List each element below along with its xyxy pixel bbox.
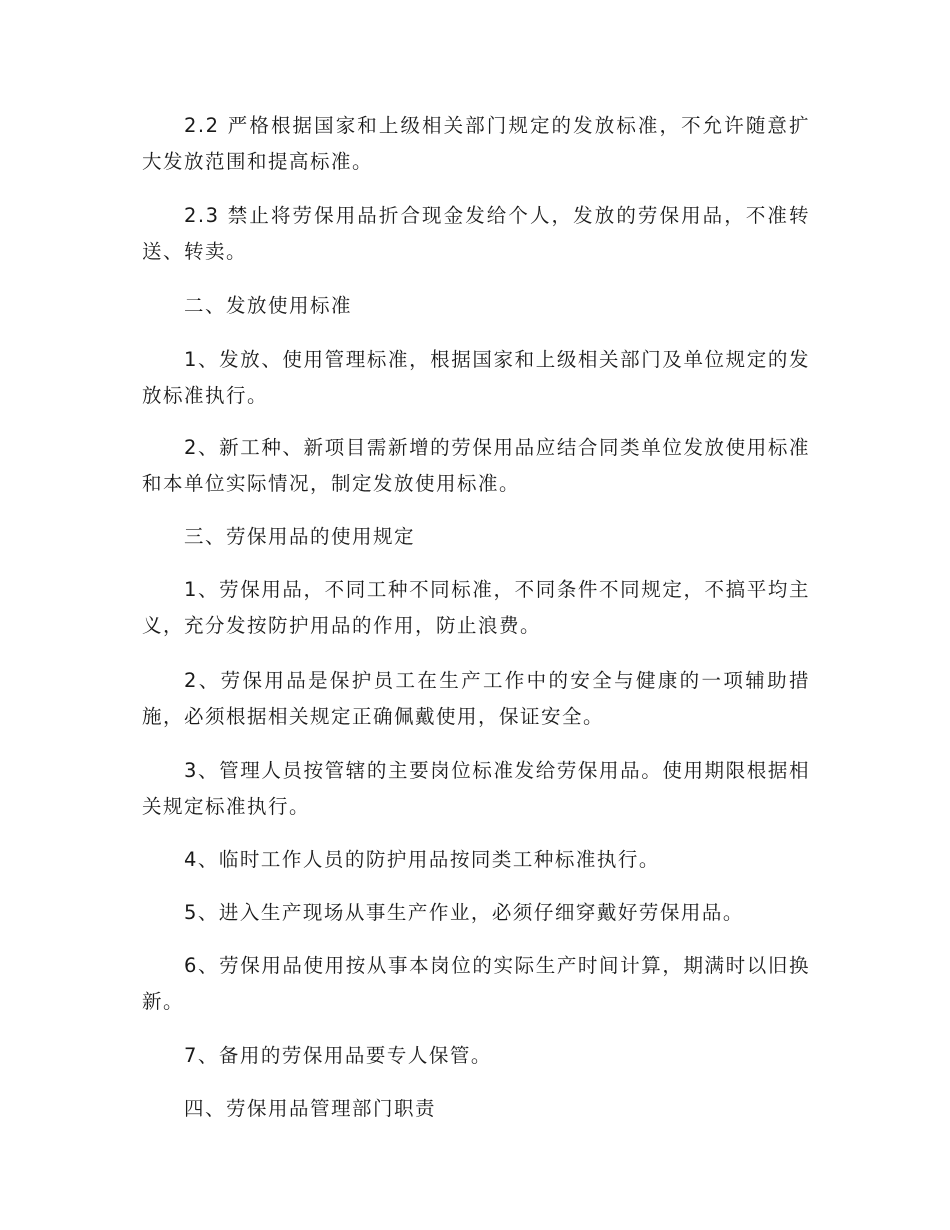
section-heading-2: 二、发放使用标准	[184, 294, 353, 317]
section-heading-3: 三、劳保用品的使用规定	[184, 525, 416, 548]
paragraph-usage-1: 1、劳保用品，不同工种不同标准，不同条件不同规定，不搞平均主义，充分发按防护用品的作用，防止浪费。	[142, 578, 810, 637]
paragraph-usage-4: 4、临时工作人员的防护用品按同类工种标准执行。	[184, 848, 660, 871]
section-heading-4: 四、劳保用品管理部门职责	[184, 1097, 437, 1120]
paragraph-standard-2: 2、新工种、新项目需新增的劳保用品应结合同类单位发放使用标准和本单位实际情况，制定发放使用标准。	[142, 436, 810, 495]
paragraph-usage-3: 3、管理人员按管辖的主要岗位标准发给劳保用品。使用期限根据相关规定标准执行。	[142, 759, 810, 818]
paragraph-2-3: 2.3 禁止将劳保用品折合现金发给个人，发放的劳保用品，不准转送、转卖。	[142, 204, 810, 263]
paragraph-usage-7: 7、备用的劳保用品要专人保管。	[184, 1044, 492, 1067]
paragraph-standard-1: 1、发放、使用管理标准，根据国家和上级相关部门及单位规定的发放标准执行。	[142, 348, 810, 407]
paragraph-usage-6: 6、劳保用品使用按从事本岗位的实际生产时间计算，期满时以旧换新。	[142, 954, 810, 1013]
paragraph-2-2: 2.2 严格根据国家和上级相关部门规定的发放标准，不允许随意扩大发放范围和提高标准。	[142, 114, 810, 173]
paragraph-usage-5: 5、进入生产现场从事生产作业，必须仔细穿戴好劳保用品。	[184, 901, 744, 924]
paragraph-usage-2: 2、劳保用品是保护员工在生产工作中的安全与健康的一项辅助措施，必须根据相关规定正确佩戴使用，保证安全。	[142, 669, 810, 728]
